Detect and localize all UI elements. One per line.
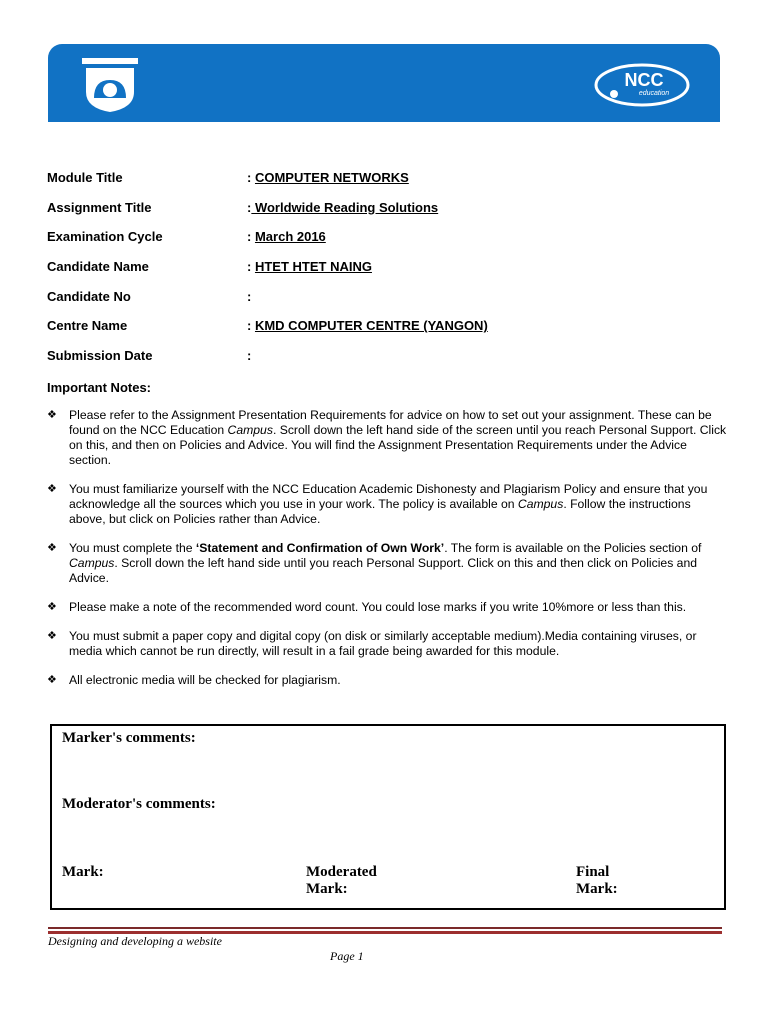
footer-divider: [48, 927, 722, 934]
moderated-mark-label: Mark:: [306, 881, 348, 897]
important-notes-list: [47, 408, 727, 702]
info-value: : KMD COMPUTER CENTRE (YANGON): [247, 318, 488, 334]
info-label: Module Title: [47, 170, 123, 185]
college-shield-logo: [82, 58, 138, 112]
info-row-centre-name: [47, 318, 727, 348]
info-row-candidate-no: [47, 289, 727, 319]
moderated-label: Moderated: [306, 864, 377, 880]
info-value: : March 2016: [247, 229, 326, 245]
diamond-bullet-icon: ❖: [47, 630, 57, 642]
info-row-examination-cycle: [47, 229, 727, 259]
info-row-assignment-title: [47, 200, 727, 230]
info-row-submission-date: [47, 348, 727, 378]
info-label: Submission Date: [47, 348, 153, 364]
moderator-comments-label: Moderator's comments:: [62, 796, 216, 812]
info-value: : Worldwide Reading Solutions: [247, 199, 439, 215]
final-label: Final: [576, 864, 610, 880]
list-item: ❖ You must familiarize yourself with the NCC Education Academic Dishonesty and Plagiarism Policy and ensure that you acknowledge all the sources which you use in your work. The policy is available on Campus. Follow the instructions above, but click on Policies rather than Advice.: [47, 482, 708, 526]
diamond-bullet-icon: ❖: [47, 483, 57, 495]
info-label: Candidate Name: [47, 259, 149, 275]
page-number: Page 1: [330, 949, 364, 963]
diamond-bullet-icon: ❖: [47, 601, 57, 613]
mark-label: Mark:: [62, 864, 104, 880]
diamond-bullet-icon: ❖: [47, 674, 57, 686]
list-item: ❖ Please make a note of the recommended word count. You could lose marks if you write 10%more or less than this.: [47, 600, 687, 614]
info-value: :: [247, 288, 252, 304]
assignment-info: [47, 170, 727, 378]
ncc-logo-subtext: education: [638, 90, 670, 97]
info-label: Examination Cycle: [47, 229, 163, 245]
info-label: Centre Name: [47, 318, 128, 334]
info-value: :: [247, 348, 252, 364]
info-label: Candidate No: [47, 288, 131, 304]
important-notes-heading: Important Notes:: [47, 380, 151, 395]
ncc-logo-text: NCC: [624, 70, 664, 90]
info-value: : COMPUTER NETWORKS: [247, 170, 409, 185]
list-item: ❖ Please refer to the Assignment Presentation Requirements for advice on how to set out your assignment. These can be found on the NCC Education Campus. Scroll down the left hand side of the screen until you reach Personal Support. Click on this, and then on Policies and Advice. You will find the Assignment Presentation Requirements under the Advice section.: [47, 408, 727, 467]
info-row-module-title: [47, 170, 727, 200]
list-item: ❖ You must submit a paper copy and digital copy (on disk or similarly acceptable medium).Media containing viruses, or media which cannot be run directly, will result in a fail grade being awarded for this module.: [47, 629, 697, 658]
diamond-bullet-icon: ❖: [47, 409, 57, 421]
diamond-bullet-icon: ❖: [47, 542, 57, 554]
final-mark-label: Mark:: [576, 881, 618, 897]
info-row-candidate-name: [47, 259, 727, 289]
list-item: ❖ All electronic media will be checked for plagiarism.: [47, 673, 341, 687]
footer-document-title: Designing and developing a website: [48, 934, 222, 948]
info-value: : HTET HTET NAING: [247, 259, 372, 275]
list-item: ❖ You must complete the ‘Statement and Confirmation of Own Work’. The form is available on the Policies section of Campus. Scroll down the left hand side until you reach Personal Support. Click on this and then click on Policies and Advice.: [47, 541, 702, 585]
marker-comments-label: Marker's comments:: [62, 730, 196, 746]
info-label: Assignment Title: [47, 199, 152, 215]
ncc-education-logo: [592, 60, 692, 110]
comments-box: [50, 724, 726, 910]
